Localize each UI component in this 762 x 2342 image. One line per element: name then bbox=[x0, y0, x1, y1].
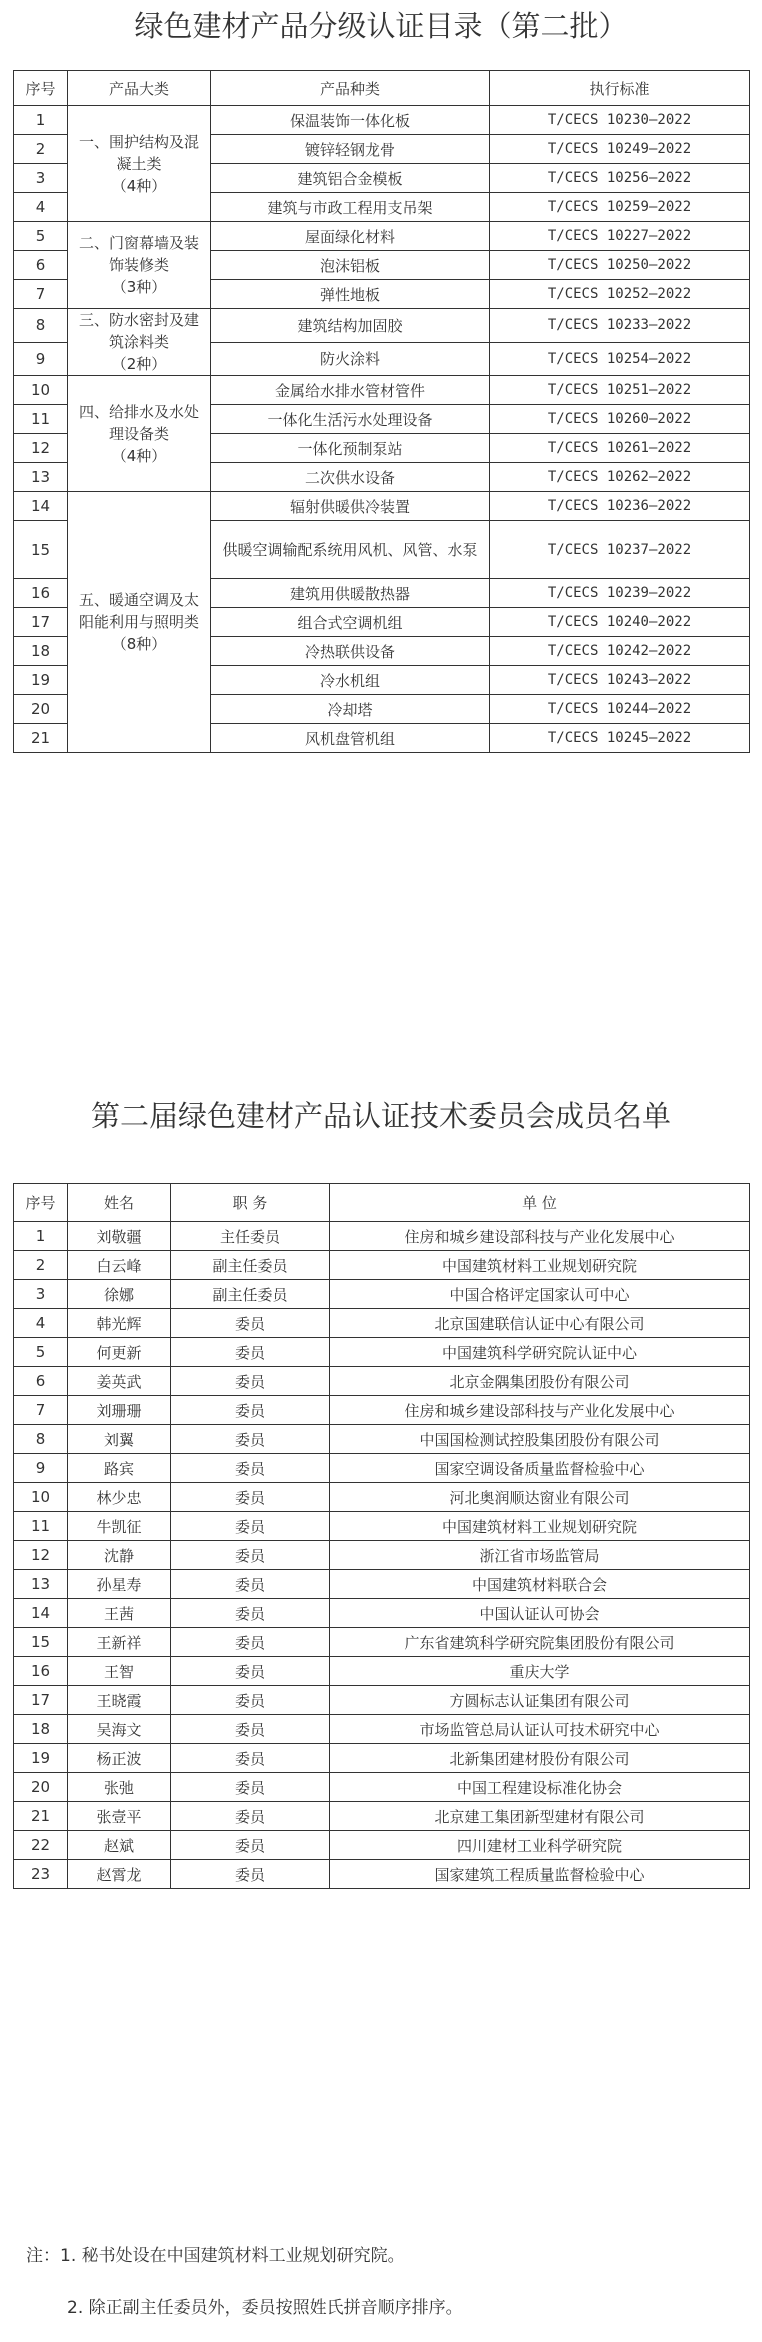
standard-code: T/CECS 10239—2022 bbox=[490, 579, 750, 608]
member-organization: 国家建筑工程质量监督检验中心 bbox=[330, 1860, 750, 1889]
table-row bbox=[14, 1802, 750, 1831]
row-number: 15 bbox=[14, 521, 68, 579]
member-name: 杨正波 bbox=[68, 1744, 171, 1773]
member-organization: 中国国检测试控股集团股份有限公司 bbox=[330, 1425, 750, 1454]
member-organization: 北京国建联信认证中心有限公司 bbox=[330, 1309, 750, 1338]
row-number: 16 bbox=[14, 579, 68, 608]
row-number: 3 bbox=[14, 1280, 68, 1309]
member-organization: 中国建筑材料工业规划研究院 bbox=[330, 1512, 750, 1541]
table-row bbox=[14, 1512, 750, 1541]
member-name: 王智 bbox=[68, 1657, 171, 1686]
row-number: 10 bbox=[14, 1483, 68, 1512]
row-number: 4 bbox=[14, 193, 68, 222]
standard-code: T/CECS 10262—2022 bbox=[490, 463, 750, 492]
standard-code: T/CECS 10251—2022 bbox=[490, 376, 750, 405]
member-organization: 住房和城乡建设部科技与产业化发展中心 bbox=[330, 1396, 750, 1425]
standard-code: T/CECS 10240—2022 bbox=[490, 608, 750, 637]
member-organization: 中国建筑材料联合会 bbox=[330, 1570, 750, 1599]
product-type: 供暖空调输配系统用风机、风管、水泵 bbox=[211, 521, 490, 579]
standard-code: T/CECS 10252—2022 bbox=[490, 280, 750, 309]
row-number: 11 bbox=[14, 1512, 68, 1541]
member-role: 委员 bbox=[171, 1512, 330, 1541]
table-row bbox=[14, 1628, 750, 1657]
row-number: 6 bbox=[14, 1367, 68, 1396]
member-organization: 方圆标志认证集团有限公司 bbox=[330, 1686, 750, 1715]
member-name: 王茜 bbox=[68, 1599, 171, 1628]
standard-code: T/CECS 10260—2022 bbox=[490, 405, 750, 434]
member-name: 牛凯征 bbox=[68, 1512, 171, 1541]
member-organization: 中国合格评定国家认可中心 bbox=[330, 1280, 750, 1309]
column-header: 单 位 bbox=[330, 1184, 750, 1222]
row-number: 22 bbox=[14, 1831, 68, 1860]
row-number: 3 bbox=[14, 164, 68, 193]
row-number: 19 bbox=[14, 666, 68, 695]
row-number: 15 bbox=[14, 1628, 68, 1657]
column-header: 姓名 bbox=[68, 1184, 171, 1222]
member-name: 路宾 bbox=[68, 1454, 171, 1483]
member-role: 委员 bbox=[171, 1715, 330, 1744]
table-row bbox=[14, 1396, 750, 1425]
committee-title: 第二届绿色建材产品认证技术委员会成员名单 bbox=[90, 1099, 671, 1133]
column-header: 序号 bbox=[14, 1184, 68, 1222]
product-category: 四、给排水及水处理设备类 （4种） bbox=[68, 376, 211, 492]
member-organization: 浙江省市场监管局 bbox=[330, 1541, 750, 1570]
table-row bbox=[14, 1860, 750, 1889]
table-row bbox=[14, 1280, 750, 1309]
product-type: 冷热联供设备 bbox=[211, 637, 490, 666]
table-row bbox=[14, 1744, 750, 1773]
table-row bbox=[14, 1454, 750, 1483]
product-category: 三、防水密封及建筑涂料类 （2种） bbox=[68, 309, 211, 376]
row-number: 19 bbox=[14, 1744, 68, 1773]
product-type: 防火涂料 bbox=[211, 342, 490, 376]
standard-code: T/CECS 10259—2022 bbox=[490, 193, 750, 222]
row-number: 20 bbox=[14, 1773, 68, 1802]
member-role: 委员 bbox=[171, 1860, 330, 1889]
member-name: 张壹平 bbox=[68, 1802, 171, 1831]
member-name: 赵霄龙 bbox=[68, 1860, 171, 1889]
row-number: 6 bbox=[14, 251, 68, 280]
row-number: 21 bbox=[14, 1802, 68, 1831]
row-number: 18 bbox=[14, 637, 68, 666]
product-category: 一、围护结构及混凝土类 （4种） bbox=[68, 106, 211, 222]
row-number: 9 bbox=[14, 342, 68, 376]
committee-table bbox=[13, 1183, 750, 1889]
product-type: 二次供水设备 bbox=[211, 463, 490, 492]
member-organization: 中国建筑科学研究院认证中心 bbox=[330, 1338, 750, 1367]
table-row bbox=[14, 1599, 750, 1628]
member-organization: 住房和城乡建设部科技与产业化发展中心 bbox=[330, 1222, 750, 1251]
standard-code: T/CECS 10254—2022 bbox=[490, 342, 750, 376]
row-number: 8 bbox=[14, 1425, 68, 1454]
committee-header-row bbox=[14, 1184, 750, 1222]
row-number: 9 bbox=[14, 1454, 68, 1483]
member-name: 何更新 bbox=[68, 1338, 171, 1367]
row-number: 8 bbox=[14, 309, 68, 343]
column-header: 职 务 bbox=[171, 1184, 330, 1222]
row-number: 11 bbox=[14, 405, 68, 434]
standard-code: T/CECS 10227—2022 bbox=[490, 222, 750, 251]
table-row bbox=[14, 1686, 750, 1715]
member-organization: 广东省建筑科学研究院集团股份有限公司 bbox=[330, 1628, 750, 1657]
catalog-title: 绿色建材产品分级认证目录（第二批） bbox=[134, 9, 628, 43]
standard-code: T/CECS 10245—2022 bbox=[490, 724, 750, 753]
product-type: 建筑与市政工程用支吊架 bbox=[211, 193, 490, 222]
product-type: 金属给水排水管材管件 bbox=[211, 376, 490, 405]
member-role: 委员 bbox=[171, 1338, 330, 1367]
table-row bbox=[14, 1715, 750, 1744]
standard-code: T/CECS 10250—2022 bbox=[490, 251, 750, 280]
member-name: 林少忠 bbox=[68, 1483, 171, 1512]
product-type: 一体化预制泵站 bbox=[211, 434, 490, 463]
member-role: 委员 bbox=[171, 1483, 330, 1512]
member-role: 委员 bbox=[171, 1773, 330, 1802]
standard-code: T/CECS 10249—2022 bbox=[490, 135, 750, 164]
member-name: 白云峰 bbox=[68, 1251, 171, 1280]
product-type: 冷却塔 bbox=[211, 695, 490, 724]
member-role: 副主任委员 bbox=[171, 1280, 330, 1309]
column-header: 产品种类 bbox=[211, 71, 490, 106]
table-row bbox=[14, 376, 750, 405]
member-role: 委员 bbox=[171, 1831, 330, 1860]
table-row bbox=[14, 1657, 750, 1686]
table-row bbox=[14, 309, 750, 343]
member-role: 委员 bbox=[171, 1628, 330, 1657]
member-organization: 中国工程建设标准化协会 bbox=[330, 1773, 750, 1802]
member-role: 主任委员 bbox=[171, 1222, 330, 1251]
standard-code: T/CECS 10243—2022 bbox=[490, 666, 750, 695]
table-row bbox=[14, 492, 750, 521]
product-type: 建筑用供暖散热器 bbox=[211, 579, 490, 608]
table-row bbox=[14, 1831, 750, 1860]
member-name: 吴海文 bbox=[68, 1715, 171, 1744]
member-name: 王晓霞 bbox=[68, 1686, 171, 1715]
row-number: 12 bbox=[14, 1541, 68, 1570]
member-name: 韩光辉 bbox=[68, 1309, 171, 1338]
row-number: 1 bbox=[14, 1222, 68, 1251]
member-role: 委员 bbox=[171, 1802, 330, 1831]
row-number: 7 bbox=[14, 1396, 68, 1425]
standard-code: T/CECS 10237—2022 bbox=[490, 521, 750, 579]
member-role: 副主任委员 bbox=[171, 1251, 330, 1280]
member-organization: 重庆大学 bbox=[330, 1657, 750, 1686]
member-role: 委员 bbox=[171, 1686, 330, 1715]
row-number: 12 bbox=[14, 434, 68, 463]
row-number: 20 bbox=[14, 695, 68, 724]
standard-code: T/CECS 10256—2022 bbox=[490, 164, 750, 193]
member-organization: 四川建材工业科学研究院 bbox=[330, 1831, 750, 1860]
member-organization: 中国认证认可协会 bbox=[330, 1599, 750, 1628]
product-type: 辐射供暖供冷装置 bbox=[211, 492, 490, 521]
member-organization: 北新集团建材股份有限公司 bbox=[330, 1744, 750, 1773]
table-row bbox=[14, 1338, 750, 1367]
table-row bbox=[14, 1251, 750, 1280]
member-organization: 市场监管总局认证认可技术研究中心 bbox=[330, 1715, 750, 1744]
standard-code: T/CECS 10230—2022 bbox=[490, 106, 750, 135]
member-name: 刘翼 bbox=[68, 1425, 171, 1454]
product-type: 泡沫铝板 bbox=[211, 251, 490, 280]
table-row bbox=[14, 1309, 750, 1338]
product-type: 保温装饰一体化板 bbox=[211, 106, 490, 135]
product-type: 建筑结构加固胶 bbox=[211, 309, 490, 343]
member-organization: 河北奥润顺达窗业有限公司 bbox=[330, 1483, 750, 1512]
member-name: 沈静 bbox=[68, 1541, 171, 1570]
column-header: 产品大类 bbox=[68, 71, 211, 106]
table-row bbox=[14, 1483, 750, 1512]
member-organization: 国家空调设备质量监督检验中心 bbox=[330, 1454, 750, 1483]
column-header: 序号 bbox=[14, 71, 68, 106]
row-number: 2 bbox=[14, 1251, 68, 1280]
member-role: 委员 bbox=[171, 1454, 330, 1483]
product-type: 屋面绿化材料 bbox=[211, 222, 490, 251]
row-number: 10 bbox=[14, 376, 68, 405]
member-role: 委员 bbox=[171, 1599, 330, 1628]
row-number: 13 bbox=[14, 1570, 68, 1599]
member-role: 委员 bbox=[171, 1309, 330, 1338]
product-type: 一体化生活污水处理设备 bbox=[211, 405, 490, 434]
product-type: 冷水机组 bbox=[211, 666, 490, 695]
member-role: 委员 bbox=[171, 1367, 330, 1396]
row-number: 2 bbox=[14, 135, 68, 164]
standard-code: T/CECS 10242—2022 bbox=[490, 637, 750, 666]
member-name: 刘珊珊 bbox=[68, 1396, 171, 1425]
row-number: 5 bbox=[14, 222, 68, 251]
catalog-table bbox=[13, 70, 750, 753]
member-role: 委员 bbox=[171, 1541, 330, 1570]
row-number: 23 bbox=[14, 1860, 68, 1889]
member-name: 徐娜 bbox=[68, 1280, 171, 1309]
column-header: 执行标准 bbox=[490, 71, 750, 106]
member-role: 委员 bbox=[171, 1396, 330, 1425]
table-row bbox=[14, 1570, 750, 1599]
table-row bbox=[14, 1773, 750, 1802]
table-row bbox=[14, 1541, 750, 1570]
table-row bbox=[14, 106, 750, 135]
row-number: 17 bbox=[14, 1686, 68, 1715]
member-role: 委员 bbox=[171, 1425, 330, 1454]
member-name: 王新祥 bbox=[68, 1628, 171, 1657]
row-number: 14 bbox=[14, 492, 68, 521]
row-number: 14 bbox=[14, 1599, 68, 1628]
row-number: 17 bbox=[14, 608, 68, 637]
product-category: 二、门窗幕墙及装饰装修类 （3种） bbox=[68, 222, 211, 309]
member-role: 委员 bbox=[171, 1744, 330, 1773]
product-category: 五、暖通空调及太阳能利用与照明类 （8种） bbox=[68, 492, 211, 753]
row-number: 5 bbox=[14, 1338, 68, 1367]
table-row bbox=[14, 1222, 750, 1251]
product-type: 镀锌轻钢龙骨 bbox=[211, 135, 490, 164]
member-role: 委员 bbox=[171, 1657, 330, 1686]
row-number: 16 bbox=[14, 1657, 68, 1686]
product-type: 风机盘管机组 bbox=[211, 724, 490, 753]
row-number: 13 bbox=[14, 463, 68, 492]
member-organization: 北京建工集团新型建材有限公司 bbox=[330, 1802, 750, 1831]
member-name: 刘敬疆 bbox=[68, 1222, 171, 1251]
member-organization: 北京金隅集团股份有限公司 bbox=[330, 1367, 750, 1396]
note-2: 2. 除正副主任委员外，委员按照姓氏拼音顺序排序。 bbox=[67, 2298, 463, 2318]
row-number: 21 bbox=[14, 724, 68, 753]
member-name: 赵斌 bbox=[68, 1831, 171, 1860]
standard-code: T/CECS 10244—2022 bbox=[490, 695, 750, 724]
product-type: 弹性地板 bbox=[211, 280, 490, 309]
table-row bbox=[14, 222, 750, 251]
member-name: 孙星寿 bbox=[68, 1570, 171, 1599]
row-number: 7 bbox=[14, 280, 68, 309]
row-number: 18 bbox=[14, 1715, 68, 1744]
member-organization: 中国建筑材料工业规划研究院 bbox=[330, 1251, 750, 1280]
catalog-header-row bbox=[14, 71, 750, 106]
table-row bbox=[14, 1367, 750, 1396]
note-1: 注：1. 秘书处设在中国建筑材料工业规划研究院。 bbox=[26, 2246, 405, 2266]
row-number: 4 bbox=[14, 1309, 68, 1338]
table-row bbox=[14, 1425, 750, 1454]
standard-code: T/CECS 10236—2022 bbox=[490, 492, 750, 521]
row-number: 1 bbox=[14, 106, 68, 135]
member-name: 姜英武 bbox=[68, 1367, 171, 1396]
member-role: 委员 bbox=[171, 1570, 330, 1599]
standard-code: T/CECS 10261—2022 bbox=[490, 434, 750, 463]
standard-code: T/CECS 10233—2022 bbox=[490, 309, 750, 343]
product-type: 组合式空调机组 bbox=[211, 608, 490, 637]
product-type: 建筑铝合金模板 bbox=[211, 164, 490, 193]
member-name: 张弛 bbox=[68, 1773, 171, 1802]
